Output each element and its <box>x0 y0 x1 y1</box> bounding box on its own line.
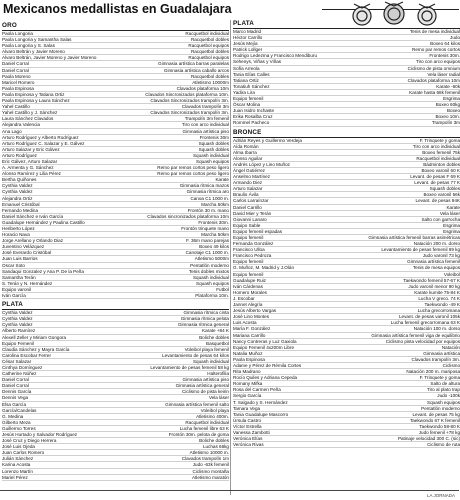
event-name: Natación 200 m. mariposa <box>406 369 460 375</box>
event-name: F. Trinquete y goma <box>419 375 460 381</box>
athlete-name: Daniel Corral <box>2 377 29 383</box>
event-name: Tenis de mesa individual <box>409 29 460 34</box>
athlete-name: Sehenys, Viñas y Viñas <box>233 59 282 65</box>
event-name: Squash equipos <box>196 158 229 164</box>
athlete-name: Alma Ibarra <box>233 149 257 155</box>
event-name: Tiro con arco equipos <box>415 59 460 65</box>
event-name: Clavados Sincronizados plataforma 10m. <box>145 91 229 97</box>
event-name: Clavados trampolín 3m <box>181 104 229 110</box>
athlete-name: Dennis Vega <box>2 395 29 401</box>
athlete-name: Emanuel Cristóbal <box>2 201 40 207</box>
athlete-name: Adame y Pérez de Rémila Cortes <box>233 362 302 368</box>
event-name: Lucha V greco. 74 K <box>418 295 460 301</box>
event-name: Racquetbol individual <box>185 419 229 425</box>
athlete-name: Jesús Hurtado y Salvador Rodríguez <box>2 432 78 437</box>
athlete-name: Nancy Contreras y Luz Gaxiola <box>233 338 297 344</box>
event-name: Frontenis 30m <box>199 134 229 140</box>
event-name: Gimnasia artística femenil <box>407 259 460 265</box>
event-name: Judo <box>450 35 460 41</box>
athlete-name: Daniel Sánchez e Iván García <box>2 213 64 219</box>
event-name: Boxeo 64 kilos <box>430 41 460 47</box>
athlete-name: Arturo Salazar <box>233 186 263 192</box>
athlete-name: Paola Espinosa <box>233 356 265 362</box>
athlete-name: Francisco Ulloa <box>233 247 265 253</box>
event-name: Voleibol playa femenil <box>184 346 229 352</box>
athlete-name: César Salazar <box>2 358 32 364</box>
event-name: Vela láser radial <box>427 71 460 77</box>
event-name: Taekwondo -49 K <box>424 302 460 308</box>
athlete-name: G. Medina <box>2 413 24 419</box>
athlete-name: García/Candelas <box>2 407 37 413</box>
event-name: Squash equipos <box>427 399 460 405</box>
event-name: Tiro al plato trap <box>426 387 460 393</box>
event-name: Levantamiento de pesas 64 kilos <box>162 352 229 358</box>
event-name: Boxeo femenil 75k <box>422 149 460 155</box>
athlete-name: Equipo Femenil <box>2 340 34 346</box>
event-name: Tenis de mesa equipos <box>413 265 460 271</box>
event-name: Remo par remos cortos peso ligero <box>157 171 229 177</box>
event-name: Boliche dobles <box>199 438 229 444</box>
left-column <box>2 20 229 481</box>
event-name: Clavados Sincronizados trampolín 3m. <box>150 98 229 104</box>
event-name: Natación <box>441 344 460 350</box>
athlete-name: Alonso Aguilar <box>233 155 263 161</box>
athlete-name: G. Muñoz, M. Madrid y J.Olán <box>233 265 295 271</box>
event-name: Clavados trampolín 3m. <box>411 356 460 362</box>
athlete-name: Cynthia Valdez <box>2 310 33 316</box>
event-name: Vela láser <box>439 210 460 216</box>
right-column <box>233 18 460 448</box>
event-name: Tiro con arco individual <box>181 122 229 128</box>
event-name: Futbol <box>216 286 229 292</box>
event-name: Salto con garrocha <box>421 216 460 222</box>
athlete-name: Víctor Estrella <box>233 423 262 429</box>
athlete-name: José Luis Ojeda <box>2 444 35 450</box>
athlete-name: Carlos Larraínzar <box>233 198 269 204</box>
event-name: Voleibol playa <box>200 407 229 413</box>
athlete-name: Giovanni Lanaro <box>233 216 267 222</box>
event-name: Frontenis 30m. <box>429 53 460 59</box>
athlete-name: Marco Madrid <box>233 29 262 34</box>
event-name: Esgrima <box>443 96 460 102</box>
event-name: Salto de altura <box>430 381 460 387</box>
athlete-name: María F. González <box>233 326 271 332</box>
event-name: Karate -60k <box>436 83 460 89</box>
event-name: Boxeo varonil 56k <box>423 192 460 198</box>
column-divider <box>230 20 231 495</box>
athlete-name: Oscar Soto <box>2 262 25 268</box>
event-name: Judo -63k femenil <box>192 462 229 468</box>
athlete-name: Equipo Femenil 4x200m Libre <box>233 344 295 350</box>
athlete-name: Heriberto López <box>2 226 35 231</box>
athlete-name: Paola Longoria <box>2 31 33 36</box>
event-name: Squash dobles <box>429 186 460 192</box>
event-name: Racquetbol individual <box>185 31 229 36</box>
event-name: Taekwondo 67 K femenil <box>409 417 460 423</box>
athlete-name: Cynthia Valdez <box>2 183 33 189</box>
event-name: Racquetbol dobles <box>190 49 229 55</box>
athlete-name: Paola Moreno <box>2 73 31 79</box>
event-name: Esgrima <box>443 228 460 234</box>
athlete-name: Fernando Medina <box>2 207 39 213</box>
athlete-name: Natalia Muñoz <box>233 350 263 356</box>
athlete-name: David Mier y Terán <box>233 210 272 216</box>
athlete-name: Vanessa Zambotti <box>233 430 270 435</box>
athlete-name: Gilberto Meza <box>2 419 31 425</box>
athlete-name: Patrick Lollger <box>233 47 263 53</box>
athlete-name: Equipo Sable <box>233 222 261 228</box>
event-name: Clavados sincronizados plataforma 10m <box>147 213 229 219</box>
athlete-name: Héctor Carrillo <box>233 35 263 41</box>
athlete-name: Alejandra Ortiz <box>2 195 33 201</box>
event-name: Gimnasia artística piso <box>182 128 229 134</box>
athlete-name: Equipo varonil <box>2 286 32 292</box>
event-name: Ciclismo <box>442 362 460 368</box>
athlete-name: Guadalupe Hernández y Paulina Castillo <box>2 219 85 225</box>
event-name: Atletismo 10000m <box>192 79 229 85</box>
medalist-row <box>2 475 229 481</box>
event-name: Squash individual <box>192 274 229 280</box>
athlete-name: Andrés López y Lino Muñoz <box>233 161 290 167</box>
athlete-name: Julián Sánchez <box>2 456 34 462</box>
athlete-name: Juventino Velázquez <box>2 244 45 250</box>
event-name: Gimnasia artística caballo arcos <box>163 67 229 73</box>
athlete-name: Arturo Rodríguez C. Salazar y E. Gálvez <box>2 140 85 146</box>
event-name: Gimnasia rítmica mazos <box>179 183 229 189</box>
event-name: Atletismo 400m. <box>196 413 229 419</box>
athlete-name: Verónica Elías <box>233 436 263 442</box>
event-name: Taekwondo femenil 57-67 K <box>403 277 460 283</box>
event-name: Tiro con arco individual <box>412 143 460 149</box>
athlete-name: Paola Espinosa y Laura Sánchez <box>2 98 70 104</box>
event-name: Frontón 30 m. mano <box>187 207 229 213</box>
athlete-name: Cynthia Valdez <box>2 189 33 195</box>
event-name: Karate hasta 68k femenil <box>409 89 460 95</box>
athlete-name: Erika Rosalba Cruz <box>233 114 273 120</box>
event-name: Gimnasia rítmica general <box>177 322 229 328</box>
event-name: Judo femenil +78 kg <box>418 430 460 435</box>
event-name: Natación 100 m. dorso <box>413 326 460 332</box>
event-name: Ciclismo montaña <box>192 468 229 474</box>
athlete-name: Tania Guadalupe Mascorro <box>233 411 289 417</box>
athlete-name: Iván García <box>2 293 26 299</box>
event-name: Levant. de pesas 75 kg <box>412 411 460 417</box>
athlete-name: Arturo Rodríguez <box>2 152 37 158</box>
event-name: Squash dobles <box>198 146 229 152</box>
event-name: Squash individual <box>192 358 229 364</box>
event-name: Levant. de pesas 77 K <box>414 180 460 186</box>
event-name: Trampolín 3m <box>431 120 460 126</box>
page-title: Mexicanos medallistas en Guadalajara <box>3 2 232 16</box>
athlete-name: Jesús Alberto Vargas <box>233 308 277 314</box>
event-name: Racquetbol dobles <box>190 73 229 79</box>
event-name: Clavados Sincronizados trampolín 3m. <box>150 110 229 116</box>
event-name: Remo par remos cortos <box>412 47 460 53</box>
athlete-name: Paola Longoria y Samantha Salas <box>2 37 72 43</box>
athlete-name: Rodrigo Ledezma y Francisco Mendiburu <box>233 53 318 59</box>
section-heading-oro: ORO <box>2 22 229 31</box>
event-name: Ciclismo pista velocidad por equipos <box>385 338 460 344</box>
section-heading-plata: PLATA <box>233 20 460 29</box>
medalist-row <box>2 293 229 299</box>
event-name: Gimnasia artística <box>423 350 460 356</box>
event-name: Marcha 50km <box>201 232 229 238</box>
athlete-name: Braulio Ávila <box>233 192 259 198</box>
athlete-name: Óscar Molina <box>233 102 261 108</box>
event-name: Clavados plataforma 10m <box>176 85 229 91</box>
event-name: Lucha grecorromana <box>417 308 460 314</box>
event-name: Judo -100k <box>437 393 460 399</box>
event-name: Levantamiento de pesas femenil 69 kg <box>381 247 460 253</box>
athlete-name: Alvaro Beltrán, Javier Moreno y Javier Moreno <box>2 55 97 61</box>
athlete-name: J. Escobar <box>233 295 255 301</box>
athlete-name: Sergio García <box>233 393 262 399</box>
event-name: Plataforma 10m. <box>195 293 229 299</box>
athlete-name: Mariel Pérez <box>2 474 28 480</box>
event-name: Lucha femenil grecorromana 63 K <box>390 320 460 326</box>
athlete-name: Alejandra Valencia <box>2 122 40 128</box>
event-name: Boxeo 49 kilos <box>199 244 229 250</box>
athlete-name: Guillermo Torres <box>2 425 36 431</box>
event-name: Gimnasia artística barras paralelas <box>158 61 229 67</box>
event-name: Ciclismo de ruta <box>427 442 460 448</box>
athlete-name: Eric Gálvez, Arturo Salazar <box>2 158 58 164</box>
event-name: Squash individual <box>192 152 229 158</box>
athlete-name: Ana Lago <box>2 128 22 134</box>
athlete-name: Arturo Salazar y Eric Gálvez <box>2 146 60 152</box>
athlete-name: Mariana Carrillo <box>233 332 266 338</box>
athlete-name: Equipo femenil espadas <box>233 228 283 234</box>
athlete-name: Juan Luis Barrios <box>2 256 38 262</box>
athlete-name: Equipo femenil <box>233 96 264 102</box>
athlete-name: Tonatiuh Sánchez <box>233 83 270 89</box>
athlete-name: Daniel Corral <box>2 383 29 389</box>
footer-rule <box>0 490 459 491</box>
event-name: Karate kumite 75-84 K <box>414 289 460 295</box>
event-name: Atletismo maratón <box>191 474 229 480</box>
event-name: F. 36m mano parejas <box>186 238 229 244</box>
athlete-name: Karina Acosta <box>2 462 31 468</box>
event-name: Judo varonil menor 90 kg <box>408 283 460 289</box>
event-name: Karate <box>446 204 460 210</box>
athlete-name: Sofía Arreola <box>233 65 260 71</box>
event-name: Canoa C1 1000 m. <box>190 195 229 201</box>
event-name: Pentatlón moderno <box>190 262 229 268</box>
event-name: Taekwondo 58-80 K <box>419 423 460 429</box>
athlete-name: Anselmo Martínez <box>233 174 271 180</box>
event-name: Gimnasia rítmica pelota <box>180 316 229 322</box>
event-name: Gimnasia artística femenil viga de equilibrio <box>371 332 460 338</box>
athlete-name: José Everardo Cristóbal <box>2 250 52 256</box>
athlete-name: Jesús Mejía <box>233 41 258 47</box>
athlete-name: Cynthia Valdez <box>2 322 33 328</box>
athlete-name: Yahel Castillo y J. Sánchez <box>2 110 58 116</box>
athlete-name: Paola Espinosa <box>2 85 34 91</box>
event-name: Patinaje velocidad 300 C. (sic) <box>397 436 460 442</box>
event-name: Vela láser <box>208 395 229 401</box>
athlete-name: Rommel Pacheco <box>233 120 270 126</box>
athlete-name: Rita Madrano <box>233 369 261 375</box>
event-name: Esgrima <box>443 222 460 228</box>
athlete-name: Romany Mifka <box>233 381 263 387</box>
athlete-name: Juan Carlos Romero <box>2 450 45 456</box>
event-name: Boxeo varonil 60 K <box>421 167 460 173</box>
athlete-name: Dennis García <box>2 389 32 395</box>
event-name: Karate <box>215 177 229 183</box>
event-name: Gimnasia artística femenil barras asimétricas <box>368 235 460 240</box>
event-name: Atletismo 5000m <box>194 256 229 262</box>
athlete-name: Sandaqui Gonzalez y Ana P. De la Peña <box>2 268 84 274</box>
event-name: Racquetbol equipos <box>188 55 229 61</box>
athlete-name: Ángel Gutiérrez <box>233 167 265 173</box>
medalist-row <box>233 442 460 448</box>
athlete-name: Rosa del Carmen Peña <box>233 387 281 393</box>
medalist-row <box>233 120 460 126</box>
event-name: Marcha 50km <box>201 201 229 207</box>
athlete-name: Alberto Ramírez <box>2 328 36 334</box>
athlete-name: Cinthya Domínguez <box>2 364 43 370</box>
athlete-name: Jannet Alegría <box>233 302 263 308</box>
athlete-name: Cynthia Valdez <box>2 316 33 322</box>
athlete-name: Alexell Zeller y Miriam Gongora <box>2 334 67 340</box>
athlete-name: Alvaro Beltrán y Javier Moreno <box>2 49 65 55</box>
event-name: Boxeo 10m. <box>435 114 460 120</box>
athlete-name: Armando Diez <box>233 180 263 186</box>
event-name: Halterofilia <box>207 371 229 377</box>
event-name: Gimnasia rítmica cinta <box>183 310 229 316</box>
athlete-name: Horacio Nava <box>2 232 30 238</box>
athlete-name: Rocío Quiles y Adriana Cepeda <box>233 375 298 381</box>
athlete-name: Claudia Sánchez y Mayra García <box>2 346 70 352</box>
event-name: Frontenis 30m. <box>198 219 229 225</box>
athlete-name: Laura Sánchez Clavados <box>2 116 54 122</box>
athlete-name: Iván Cárdenas <box>233 283 263 289</box>
event-name: Racquetbol equipos <box>188 43 229 49</box>
athlete-name: Carolina Escobar Ferrer <box>2 352 52 358</box>
athlete-name: José Cruz y Diego Herrera <box>2 438 57 444</box>
event-name: Frontón 30m. pelota de goma <box>168 432 229 437</box>
athlete-name: Lorenzo Martín <box>2 468 33 474</box>
event-name: Tenis dobles mixtos <box>188 268 229 274</box>
athlete-name: S. Terán y N. Hernández <box>2 280 53 286</box>
event-name: Remo par remos cortos peso ligero <box>157 165 229 171</box>
section-heading-bronce: BRONCE <box>233 129 460 138</box>
event-name: Gimnasia rítmica aro <box>186 189 229 195</box>
event-name: Levant. de pesas varonil 105k <box>398 314 460 320</box>
athlete-name: Tatiana Ortiz <box>233 77 259 83</box>
athlete-name: Yahel Castillo <box>2 104 30 110</box>
athlete-name: Maricel Romero <box>2 79 35 85</box>
event-name: Bádminton dobles <box>423 161 460 167</box>
athlete-name: Aída Román <box>233 143 259 149</box>
athlete-name: Homero Morales <box>233 289 267 295</box>
athlete-name: Samantha Terán <box>2 274 36 280</box>
athlete-name: Bertha Quiñones <box>2 177 37 183</box>
athlete-name: Verónica Rivas <box>233 442 264 448</box>
athlete-name: Daniel Corral <box>2 61 29 67</box>
event-name: Levant. de pesas F 69 K <box>410 174 460 180</box>
event-name: Racquetbol individual <box>416 155 460 161</box>
event-name: Pentatlón moderno <box>421 405 460 411</box>
event-name: Gimnasia artística femenil salto <box>165 401 229 407</box>
event-name: Judo varonil 73 kg <box>422 253 460 259</box>
athlete-name: A. Armenta y G. Sánchez <box>2 165 54 171</box>
athlete-name: José Lino Montes <box>233 314 270 320</box>
event-name: Luchas 66kg <box>202 444 229 450</box>
event-name: Frontón trinquete mano <box>181 226 229 231</box>
athlete-name: Guadalupe Ruiz <box>233 277 266 283</box>
event-name: Boliche dobles <box>199 334 229 340</box>
event-name: Ciclismo de pista omnium <box>407 65 460 71</box>
athlete-name: Equipo femenil <box>233 271 264 277</box>
athlete-name: Equipo femenil <box>233 259 264 265</box>
event-name: Atletismo 10000 m. <box>189 450 229 456</box>
event-name: Squash dobles <box>198 140 229 146</box>
event-name: Gimnasia artística piso <box>182 377 229 383</box>
footer-credit: LA JORNADA <box>426 493 455 498</box>
athlete-name: Fernanda González <box>233 241 274 247</box>
event-name: Levant. de pesas 94K <box>415 198 460 204</box>
event-name: F. Trinquete y goma <box>419 137 460 143</box>
event-name: Trampolín 3m femenil <box>184 116 229 122</box>
athlete-name: Jorge Arellano y Orlando Diaz <box>2 238 64 244</box>
event-name: Squash equipos <box>196 280 229 286</box>
athlete-name: Adrián Reyes y Guillermo Verdeja <box>233 137 302 143</box>
athlete-name: Daniel Carrillo <box>233 204 262 210</box>
event-name: Gimnasia artística general <box>175 383 229 389</box>
event-name: Boxeo 60kg <box>435 102 460 108</box>
event-name: Lucha femenil libre 63 K <box>179 425 229 431</box>
athlete-name: Arturo Rodríguez y Alberto Rodríguez <box>2 134 79 140</box>
athlete-name: Catherine Núñez <box>2 371 37 377</box>
event-name: Clavados plataforma 10m <box>407 77 460 83</box>
event-name: Racquetbol dobles <box>190 37 229 43</box>
athlete-name: Daniel Corral <box>2 67 29 73</box>
event-name: Levantamiento de pesas femenil 58 kg <box>150 364 229 370</box>
event-name: Boxeo <box>446 108 460 114</box>
event-name: Natación 200 m. dorso <box>413 241 460 247</box>
athlete-name: Paola Longoria y S. Salas <box>2 43 55 49</box>
event-name: Canotaje C1 1000 m. <box>185 250 229 256</box>
athlete-name: Tamara Vega <box>233 405 261 411</box>
athlete-name: Luis Acosta <box>233 320 257 326</box>
athlete-name: Alonso Ramírez y Lilia Pérez <box>2 171 61 177</box>
event-name: Voleibol <box>443 271 460 277</box>
athlete-name: Paola Espinosa y Tatiana Ortiz <box>2 91 65 97</box>
section-heading-plata: PLATA <box>2 301 229 310</box>
event-name: Clavados trampolín 1m <box>181 456 229 462</box>
athlete-name: Francisco Pedroza <box>233 253 272 259</box>
athlete-name: Tania Elías Calles <box>233 71 270 77</box>
athlete-name: Elsa García <box>2 401 26 407</box>
event-name: Ciclismo de pista keirin <box>182 389 229 395</box>
event-name: Basquetbol <box>206 340 229 346</box>
athlete-name: Úrsula Castro <box>233 417 262 423</box>
athlete-name: Equipo femenil <box>233 235 264 240</box>
athlete-name: Juan Isidro Inchaste <box>233 108 275 114</box>
event-name: Karate +84 K <box>202 328 229 334</box>
athlete-name: Yadira Lira <box>233 89 255 95</box>
athlete-name: T. Salgado y S. Hernández <box>233 399 288 405</box>
